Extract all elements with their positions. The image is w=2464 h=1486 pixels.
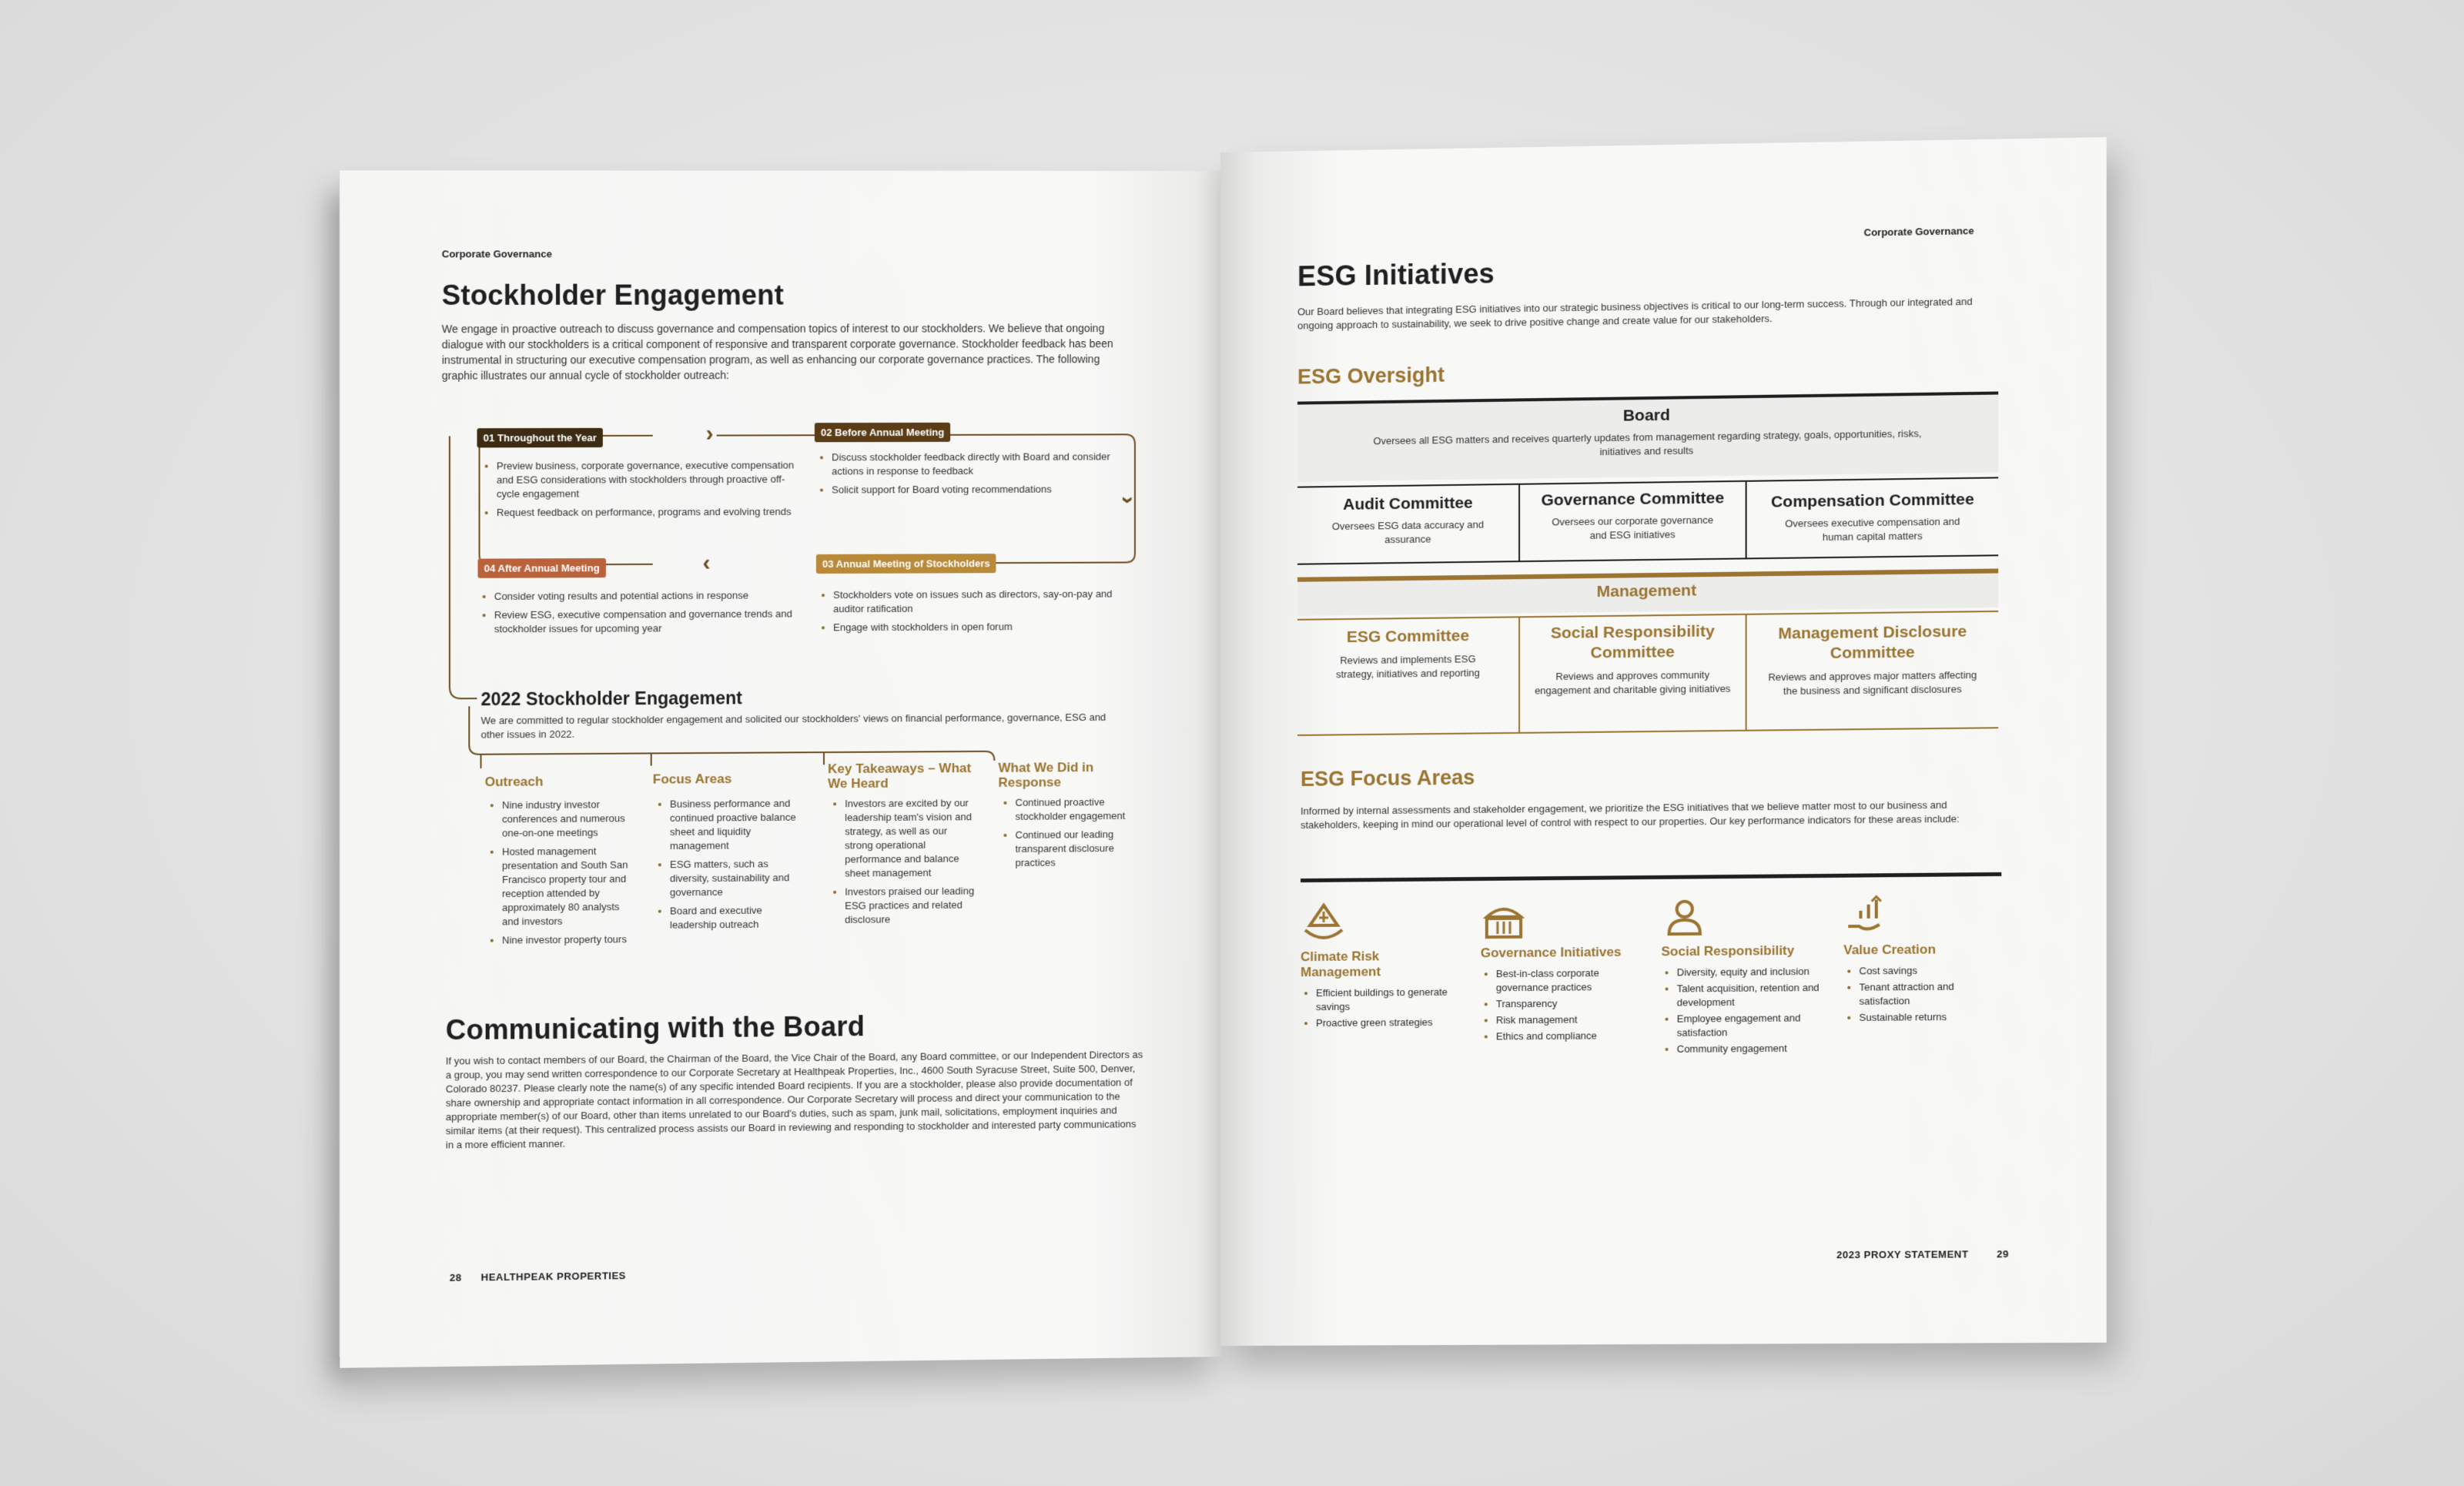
esg-focus-intro: Informed by internal assessments and stakeholder engagement, we prioritize the ESG initiatives that we believe matter most to our business and stakeholders, keeping in mind our operational level of control with respect to our properties. Our key performance indicators for these areas include:	[1301, 798, 1960, 832]
left-page	[340, 170, 1222, 1367]
column-title: Outreach	[484, 774, 544, 790]
board-desc: Oversees all ESG matters and receives quarterly updates from management regarding strategy, goals, opportunities, risks, initiatives and results	[1373, 427, 1922, 458]
focus-divider	[1301, 872, 2001, 882]
cycle-tag-03: 03 Annual Meeting of Stockholders	[816, 554, 996, 574]
management-disclosure-committee: Management Disclosure Committee Reviews and approves major matters affecting the business and significant disclosures	[1768, 622, 1977, 697]
compensation-committee: Compensation Committee Oversees executive compensation and human capital matters	[1770, 490, 1974, 544]
cycle-tag-01: 01 Throughout the Year	[477, 428, 602, 448]
engagement-column-outreach: Outreach • Nine industry investor conferences and numerous one-on-one meetings • Hosted management presentation and South San Francisco property tour and reception attended by approximately 80 analysts and investors • Nine investor property tours	[485, 774, 634, 952]
esg-focus-title: ESG Focus Areas	[1301, 765, 1475, 791]
esg-committee: ESG Committee Reviews and implements ESG strategy, initiatives and reporting	[1335, 627, 1480, 681]
engagement-column-response: What We Did in Response • Continued proactive stockholder engagement • Continued our leading transparent disclosure practices	[998, 760, 1137, 875]
cycle-list-02: • Discuss stockholder feedback directly with Board and consider actions in response to feedback • Solicit support for Board voting recommendations	[815, 450, 1124, 501]
page-number-right: 29	[1997, 1248, 2009, 1260]
engagement-column-takeaways: Key Takeaways – What We Heard • Investors are excited by our leadership team's vision and strategy, as well as our strong operational performance and balance sheet management • Investors praised our leading ESG practices and related disclosure	[828, 761, 975, 932]
running-head-right: Corporate Governance	[1863, 225, 1974, 239]
board-committees-row	[1297, 477, 1998, 564]
cycle-list-01: • Preview business, corporate governance, executive compensation and ESG considerations with stockholders through proactive off-cycle engagement • Request feedback on performance, programs and evolving trends	[480, 458, 807, 524]
intro-paragraph-left: We engage in proactive outreach to discuss governance and compensation topics of interest to our stockholders. We believe that ongoing dialogue with our stockholders is a critical component of responsive and transparent corporate governance. Stockholder feedback has been instrumental in structuring our executive compensation program, as well as enhancing our corporate governance practices. The following graphic illustrates our annual cycle of stockholder outreach:	[441, 322, 1113, 382]
board-communication-title: Communicating with the Board	[445, 1010, 865, 1046]
page-title-left: Stockholder Engagement	[441, 279, 785, 311]
chevron-left-icon: ‹	[702, 550, 711, 576]
board-box	[1297, 391, 1998, 481]
page-number-left: 28	[449, 1271, 462, 1284]
cycle-tag-02: 02 Before Annual Meeting	[815, 423, 950, 443]
people-icon	[1662, 896, 1709, 940]
governance-committee: Governance Committee Oversees our corporate governance and ESG initiatives	[1541, 489, 1725, 541]
intro-paragraph-right: Our Board believes that integrating ESG initiatives into our strategic business objectives is critical to our long-term success. Through our integrated and ongoing approach to sustainability, we seek to drive positive change and create value for our stakeholders.	[1297, 295, 1973, 332]
esg-oversight-title: ESG Oversight	[1297, 363, 1445, 389]
column-title: Focus Areas	[652, 771, 732, 787]
chevron-down-icon: ›	[1115, 496, 1141, 504]
focus-area-social: Social Responsibility • Diversity, equity and inclusion • Talent acquisition, retention and development • Employee engagement and satisfaction • Community engagement	[1662, 895, 1825, 1059]
management-bar	[1297, 568, 1998, 615]
management-committees-row	[1297, 611, 1998, 736]
footer-left: HEALTHPEAK PROPERTIES	[480, 1270, 627, 1284]
column-title: What We Did in Response	[998, 760, 1094, 790]
chevron-right-icon: ›	[705, 420, 714, 447]
engagement-title: 2022 Stockholder Engagement	[480, 688, 742, 710]
management-title: Management	[1596, 581, 1697, 601]
running-head-left: Corporate Governance	[441, 248, 552, 260]
board-communication-text: If you wish to contact members of our Board, the Chairman of the Board, the Vice Chair of the Board, any Board committee, or our Independent Directors as a group, you may send written correspondence to our Corporate Secretary at Healthpeak Properties, Inc., 4600 South Syracuse Street, Suite 500, Denver, Colorado 80237. Please clearly note the name(s) of any specific intended Board recipients. If you are a stockholder, please also provide documentation of share ownership and appropriate contact information in all correspondence. Our Corporate Secretary will process and direct your communication to the appropriate member(s) of our Board, other than items unrelated to our Board's duties, such as spam, junk mail, solicitations, employment inquiries and similar items (at their request). This centralized process assists our Board in reviewing and responding to stockholder and interested party communications in a more efficient manner.	[445, 1048, 1143, 1151]
cycle-tag-04: 04 After Annual Meeting	[477, 558, 605, 578]
audit-committee: Audit Committee Oversees ESG data accuracy and assurance	[1331, 494, 1485, 546]
social-responsibility-committee: Social Responsibility Committee Reviews and approves community engagement and charitable giving initiatives	[1535, 622, 1731, 697]
board-title: Board	[1622, 406, 1670, 425]
hand-growth-icon	[1843, 895, 1890, 939]
climate-icon	[1301, 902, 1347, 946]
focus-area-climate: Climate Risk Management • Efficient buildings to generate savings • Proactive green strategies	[1301, 901, 1463, 1033]
focus-area-governance: Governance Initiatives • Best-in-class corporate governance practices • Transparency • Risk management • Ethics and compliance	[1481, 897, 1644, 1046]
focus-area-value: Value Creation • Cost savings • Tenant attraction and satisfaction • Sustainable returns	[1843, 894, 2000, 1027]
cycle-list-03: • Stockholders vote on issues such as directors, say-on-pay and auditor ratification • Engage with stockholders in open forum	[816, 587, 1126, 640]
engagement-column-focus-areas: Focus Areas • Business performance and continued proactive balance sheet and liquidity management • ESG matters, such as diversity, sustainability and governance • Board and executive leadership outreach	[653, 771, 808, 937]
page-title-right: ESG Initiatives	[1297, 257, 1495, 293]
footer-right: 2023 PROXY STATEMENT	[1836, 1248, 1969, 1261]
engagement-text: We are committed to regular stockholder engagement and solicited our stockholders' views on financial performance, governance, ESG and other issues in 2022.	[480, 711, 1106, 741]
right-page	[1220, 137, 2107, 1346]
governance-icon	[1481, 899, 1527, 942]
cycle-list-04: • Consider voting results and potential actions in response • Review ESG, executive compensation and governance trends and stockholder issues for upcoming year	[477, 588, 804, 641]
column-title: Key Takeaways – What We Heard	[828, 760, 972, 792]
